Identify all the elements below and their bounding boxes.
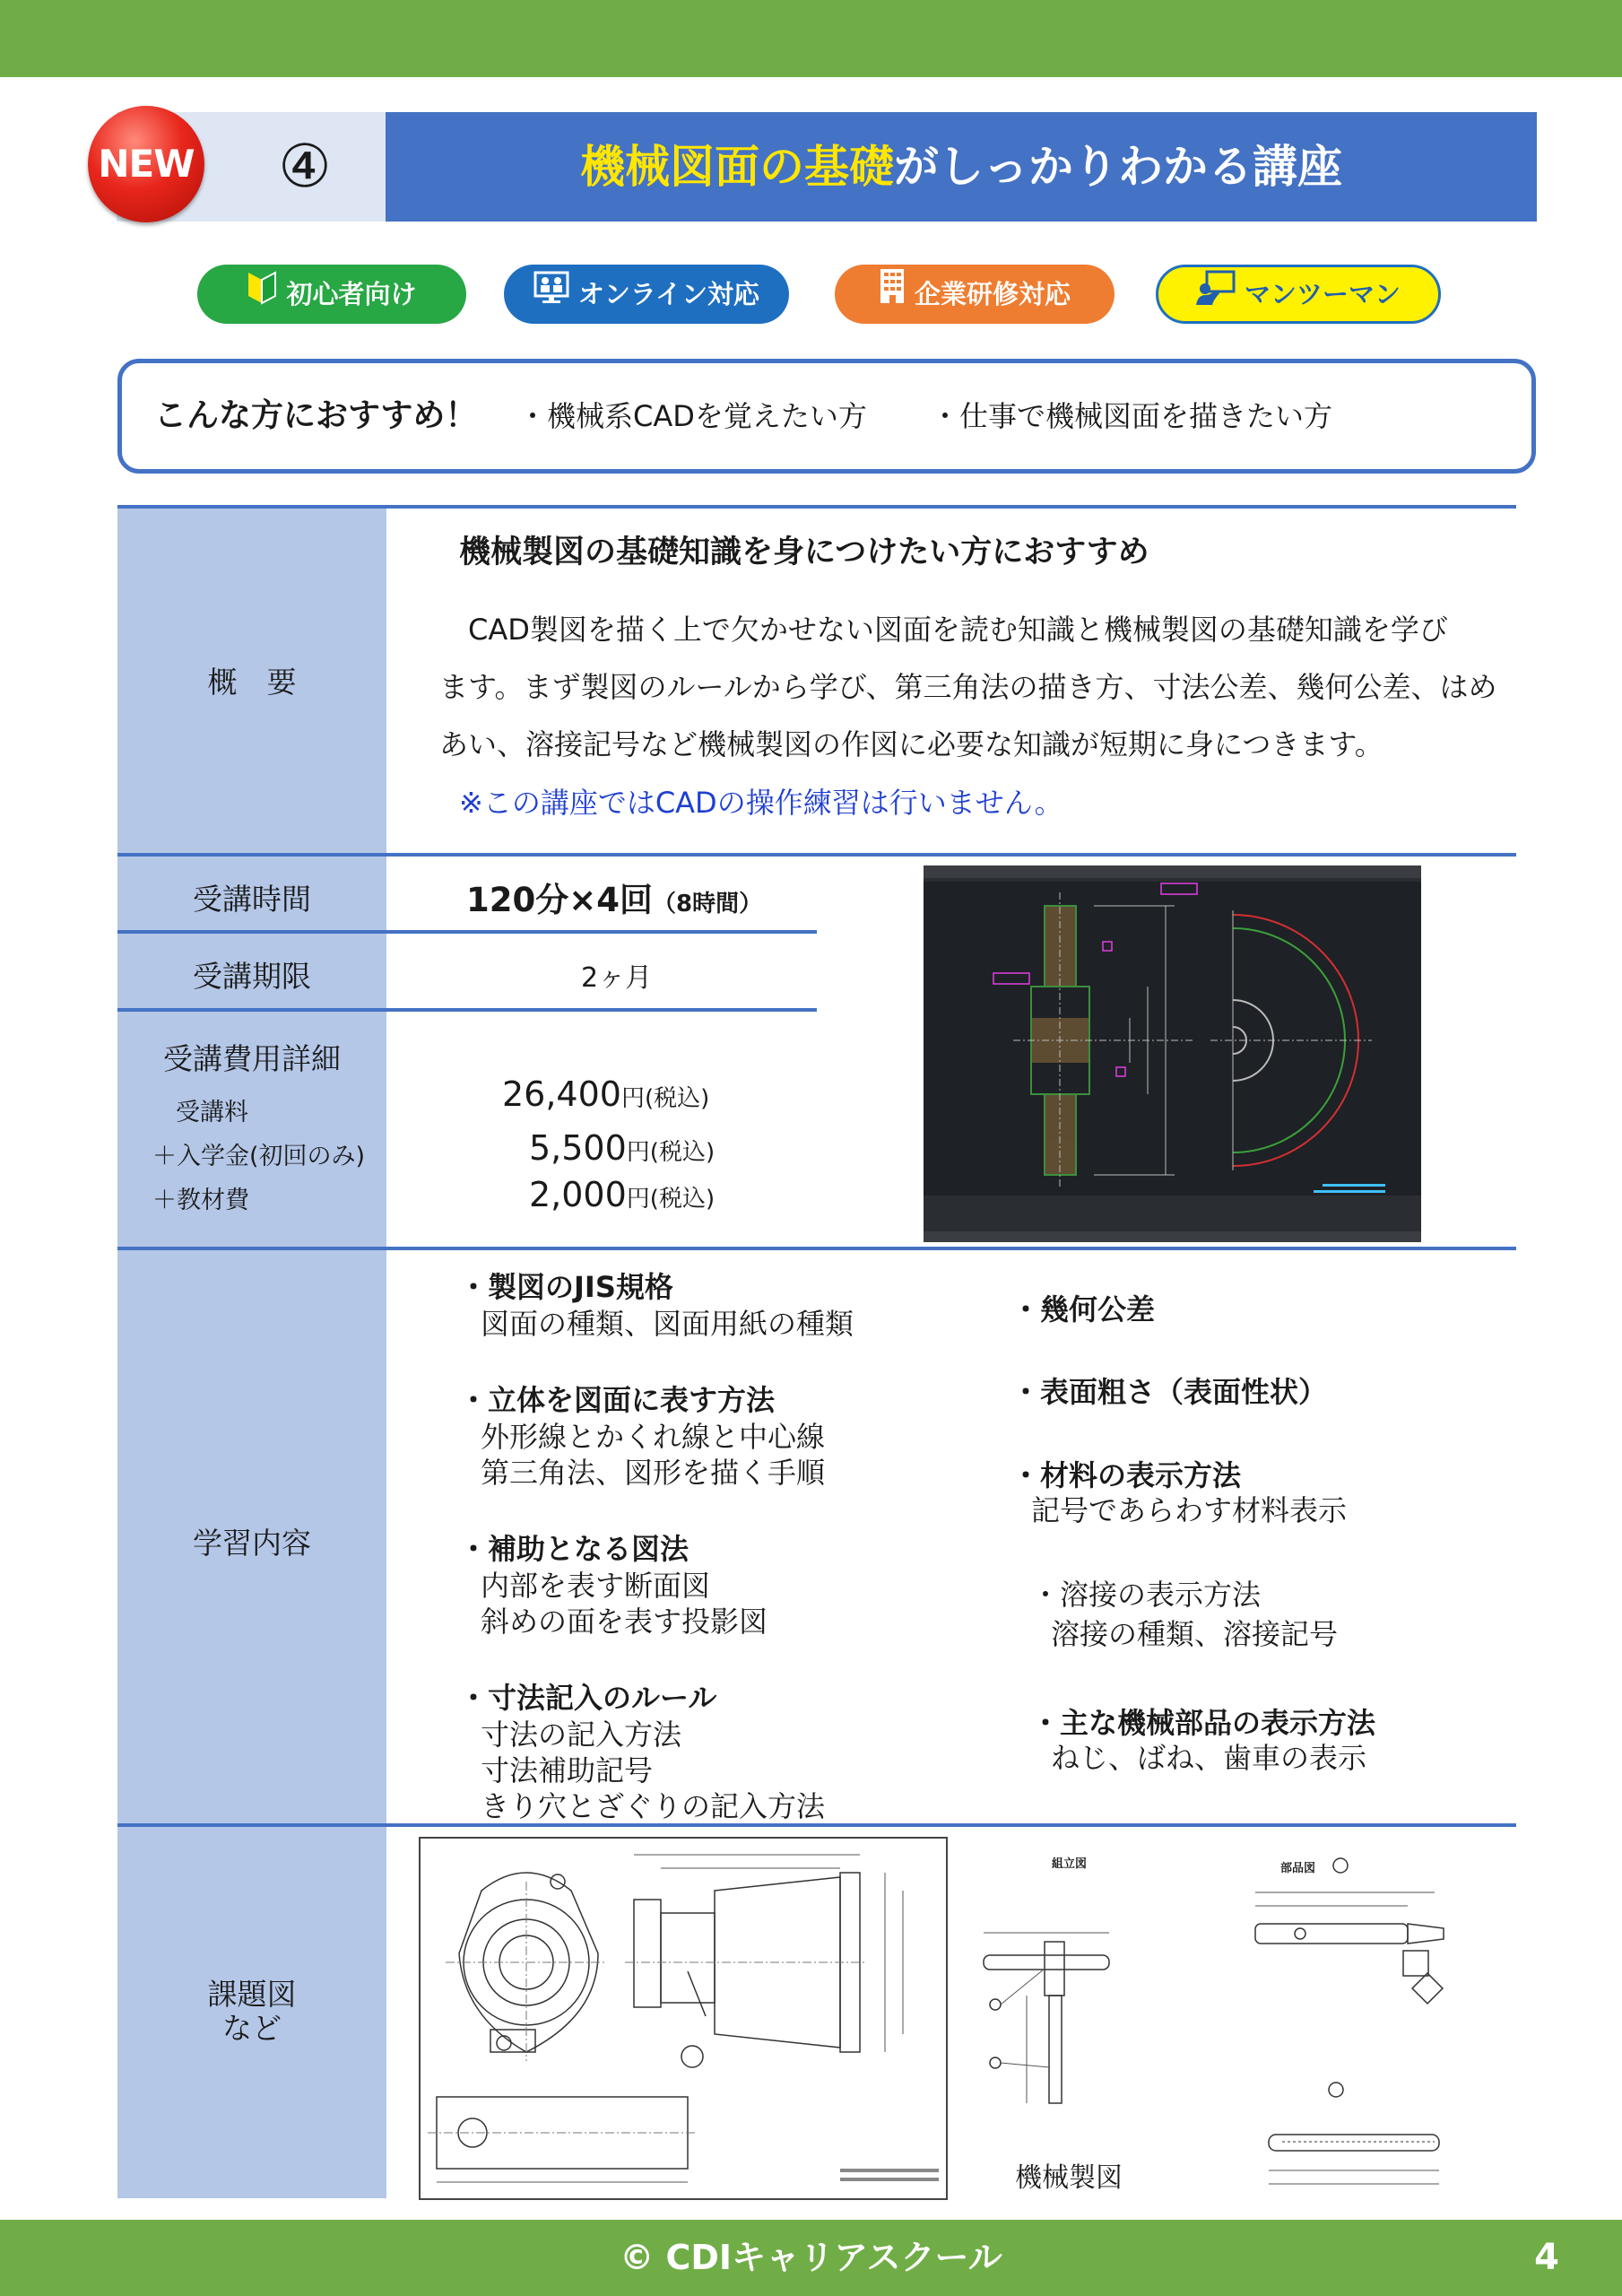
table-rule xyxy=(117,1008,817,1012)
topic-detail: きり穴とざぐりの記入方法 xyxy=(481,1789,826,1823)
tag-label: マンツーマン xyxy=(1244,279,1401,309)
learning-label: 学習内容 xyxy=(193,1526,311,1561)
topic-title: ・幾何公差 xyxy=(1011,1292,1156,1326)
fees-label: 受講費用詳細 xyxy=(163,1041,341,1076)
topic-detail: 溶接の種類、溶接記号 xyxy=(1051,1617,1339,1651)
new-badge: NEW xyxy=(88,106,204,222)
topic-detail: 斜めの面を表す投影図 xyxy=(481,1605,768,1639)
topic-title: ・材料の表示方法 xyxy=(1011,1458,1242,1492)
fee-name: ＋入学金(初回のみ) xyxy=(152,1143,366,1170)
footer-copyright: © CDIキャリアスクール xyxy=(620,2238,1002,2277)
period-value: 2ヶ月 xyxy=(581,962,653,994)
topic-detail: 外形線とかくれ線と中心線 xyxy=(481,1420,826,1454)
fee-amount: 5,500円(税込) xyxy=(529,1128,716,1168)
time-label: 受講時間 xyxy=(193,882,311,917)
time-suffix: （8時間） xyxy=(652,891,763,918)
summary-body xyxy=(439,601,1497,773)
tag-online xyxy=(504,265,789,324)
assembly-label: 組立図 xyxy=(1052,1857,1088,1871)
tag-one-on-one xyxy=(1156,265,1441,324)
fee-amount: 26,400円(税込) xyxy=(502,1074,710,1114)
table-rule xyxy=(117,505,1516,509)
one-on-one-icon xyxy=(1196,269,1236,323)
fee-name: ＋教材費 xyxy=(152,1187,249,1214)
part-drawing xyxy=(1228,1839,1479,2197)
summary-line: CAD製図を描く上で欠かせない図面を読む知識と機械製図の基礎知識を学び xyxy=(439,613,1448,647)
recommend-item: ・仕事で機械図面を描きたい方 xyxy=(931,399,1333,433)
topic-title: ・主な機械部品の表示方法 xyxy=(1031,1706,1376,1740)
online-monitor-icon xyxy=(533,266,569,326)
part-label: 部品図 xyxy=(1280,1862,1316,1875)
cad-screenshot xyxy=(924,865,1421,1242)
topic-detail: 寸法の記入方法 xyxy=(481,1718,682,1752)
page-number: 4 xyxy=(1534,2237,1559,2278)
topic-title: ・補助となる図法 xyxy=(459,1532,690,1566)
fee-amount: 2,000円(税込) xyxy=(529,1175,716,1214)
topic-detail: 記号であらわす材料表示 xyxy=(1031,1493,1348,1527)
table-rule xyxy=(117,1247,1516,1250)
topic-detail: 寸法補助記号 xyxy=(481,1753,654,1787)
tag-label: オンライン対応 xyxy=(577,279,760,309)
course-number: ④ xyxy=(278,132,332,201)
tag-label: 企業研修対応 xyxy=(914,279,1071,309)
period-label: 受講期限 xyxy=(193,959,311,994)
summary-line: ます。まず製図のルールから学び、第三角法の描き方、寸法公差、幾何公差、はめ xyxy=(439,670,1497,704)
topic-title: ・製図のJIS規格 xyxy=(459,1270,673,1304)
topic-title: ・立体を図面に表す方法 xyxy=(459,1383,776,1417)
assembly-drawing xyxy=(973,1843,1116,2121)
time-value xyxy=(466,873,762,921)
summary-line: あい、溶接記号など機械製図の作図に必要な知識が短期に身につきます。 xyxy=(439,727,1383,761)
topic-detail: ねじ、ばね、歯車の表示 xyxy=(1051,1741,1367,1775)
summary-label: 概 要 xyxy=(207,665,297,700)
learning-left-column xyxy=(459,1265,854,1824)
assignment-label: 課題図 など xyxy=(207,1977,297,2046)
table-rule xyxy=(117,853,1516,857)
top-bar xyxy=(0,0,1622,77)
title-accent: 機械図面の基礎 xyxy=(580,141,894,193)
recommend-item: ・機械系CADを覚えたい方 xyxy=(518,399,867,433)
time-main: 120分×4回 xyxy=(466,881,653,919)
building-icon xyxy=(879,266,906,326)
recommend-heading: こんな方におすすめ！ xyxy=(154,397,478,434)
topic-detail: 図面の種類、図面用紙の種類 xyxy=(481,1307,854,1341)
topic-title: ・寸法記入のルール xyxy=(459,1681,717,1715)
summary-heading: 機械製図の基礎知識を身につけたい方におすすめ xyxy=(459,535,1149,570)
topic-detail: 内部を表す断面図 xyxy=(481,1569,711,1603)
summary-note: ※この講座ではCADの操作練習は行いません。 xyxy=(459,786,1063,820)
beginner-mark-icon xyxy=(247,266,277,326)
page-title xyxy=(386,112,1537,222)
topic-title: ・表面粗さ（表面性状） xyxy=(1011,1375,1328,1409)
tag-beginner xyxy=(197,265,466,324)
mechanical-drawing-1 xyxy=(419,1837,948,2200)
drawing-caption: 機械製図 xyxy=(1015,2162,1123,2194)
topic-title: ・溶接の表示方法 xyxy=(1031,1578,1262,1612)
tag-corporate xyxy=(835,265,1115,324)
fee-name: 受講料 xyxy=(176,1099,248,1126)
topic-detail: 第三角法、図形を描く手順 xyxy=(481,1456,826,1490)
table-rule xyxy=(117,930,817,934)
title-rest: がしっかりわかる講座 xyxy=(894,141,1342,193)
tag-label: 初心者向け xyxy=(286,279,417,309)
